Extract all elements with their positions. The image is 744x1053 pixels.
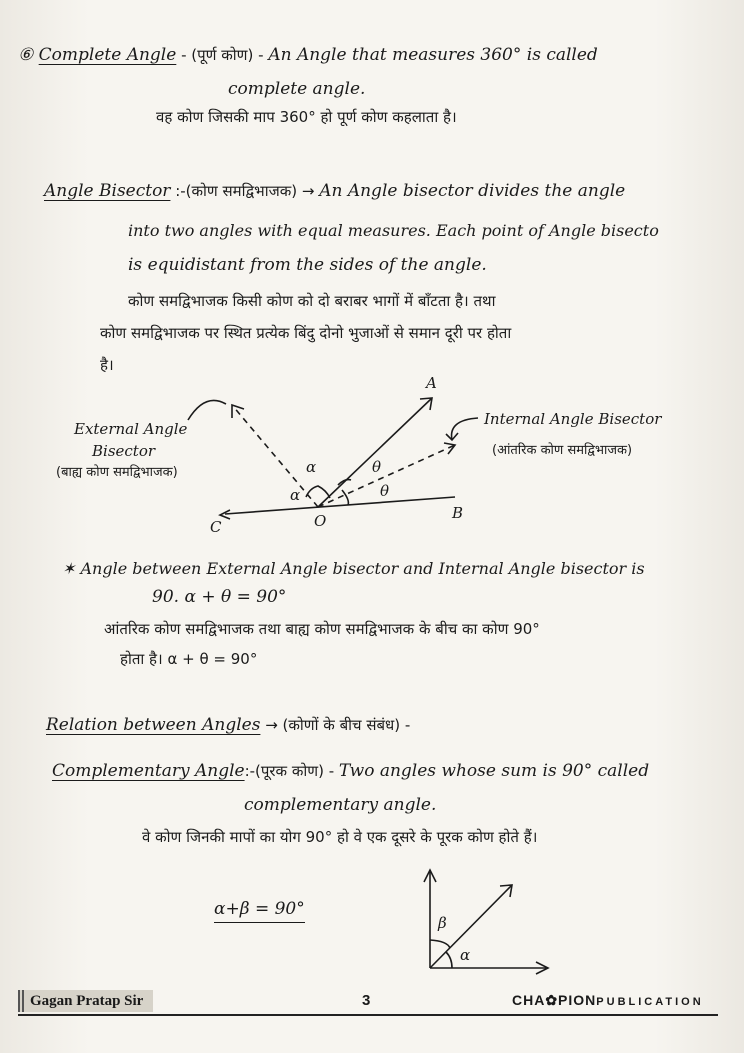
angle-bisector-definition-hindi-3: है।: [100, 356, 114, 374]
relation-heading-hindi: → (कोणों के बीच संबंध) -: [260, 716, 411, 734]
alpha-label-top: α: [306, 458, 317, 476]
page-footer: [0, 980, 744, 1020]
complementary-heading-hindi: :-(पूरक कोण) -: [244, 762, 339, 780]
angle-bisector-heading-hindi: :-(कोण समद्विभाजक) →: [170, 182, 320, 200]
complementary-formula: α+β = 90°: [214, 898, 305, 923]
complete-angle-definition-1: An Angle that measures 360° is called: [268, 45, 598, 65]
external-bisector-label-2: Bisector: [92, 442, 156, 460]
bisector-note-text: Angle between External Angle bisector and Internal Angle bisector is: [80, 559, 645, 578]
point-c-label: C: [210, 518, 222, 536]
publisher-main: CHA✿PION: [512, 992, 597, 1008]
complementary-definition-2: complementary angle.: [244, 795, 437, 815]
bisector-note-formula: 90. α + θ = 90°: [152, 587, 287, 607]
theta-label-top: θ: [372, 458, 382, 476]
complementary-definition-hindi: वे कोण जिनकी मापों का योग 90° हो वे एक दूसरे के पूरक कोण होते हैं।: [142, 828, 538, 846]
alpha-label: α: [460, 946, 471, 964]
publisher-sub: PUBLICATION: [596, 996, 704, 1008]
angle-bisector-heading: Angle Bisector: [44, 181, 171, 201]
complete-angle-heading-hindi: - (पूर्ण कोण) -: [176, 46, 269, 64]
bisector-note-hindi-1: आंतरिक कोण समद्विभाजक तथा बाह्य कोण समद्विभाजक के बीच का कोण 90°: [104, 620, 540, 638]
page-number: 3: [362, 992, 371, 1009]
section-number: ⑥: [18, 45, 34, 65]
alpha-label-bottom: α: [290, 486, 301, 504]
author-name: Gagan Pratap Sir: [18, 990, 153, 1012]
internal-bisector-label: Internal Angle Bisector: [484, 410, 662, 428]
point-a-label: A: [426, 374, 437, 392]
theta-label-bottom: θ: [380, 482, 390, 500]
complete-angle-definition-2: complete angle.: [228, 79, 366, 99]
point-o-label: O: [314, 512, 327, 530]
angle-bisector-definition-hindi-2: कोण समद्विभाजक पर स्थित प्रत्येक बिंदु दोनो भुजाओं से समान दूरी पर होता: [100, 324, 512, 342]
angle-bisector-definition-3: is equidistant from the sides of the angle.: [128, 255, 487, 275]
complementary-definition-1: Two angles whose sum is 90° called: [338, 761, 650, 781]
complementary-heading: Complementary Angle: [52, 761, 245, 781]
publisher-logo: [512, 992, 704, 1009]
beta-arc: [430, 940, 450, 948]
external-bisector-label-hindi: (बाह्य कोण समद्विभाजक): [56, 465, 178, 480]
angle-bisector-definition-2: into two angles with equal measures. Each point of Angle bisecto: [128, 221, 659, 240]
point-b-label: B: [452, 504, 464, 522]
complete-angle-definition-hindi: वह कोण जिसकी माप 360° हो पूर्ण कोण कहलाता है।: [156, 108, 457, 126]
alpha-arc-small: [446, 952, 452, 968]
star-icon: ✶: [62, 559, 76, 578]
relation-heading: Relation between Angles: [46, 715, 261, 735]
external-bisector-label-1: External Angle: [74, 420, 188, 438]
angle-bisector-definition-1: An Angle bisector divides the angle: [319, 181, 626, 201]
beta-label: β: [438, 914, 447, 932]
complete-angle-heading: Complete Angle: [38, 45, 177, 65]
internal-bisector-label-hindi: (आंतरिक कोण समद्विभाजक): [492, 443, 633, 458]
angle-bisector-definition-hindi-1: कोण समद्विभाजक किसी कोण को दो बराबर भागों में बाँटता है। तथा: [128, 292, 496, 310]
bisector-note-hindi-2: होता है। α + θ = 90°: [120, 650, 258, 668]
